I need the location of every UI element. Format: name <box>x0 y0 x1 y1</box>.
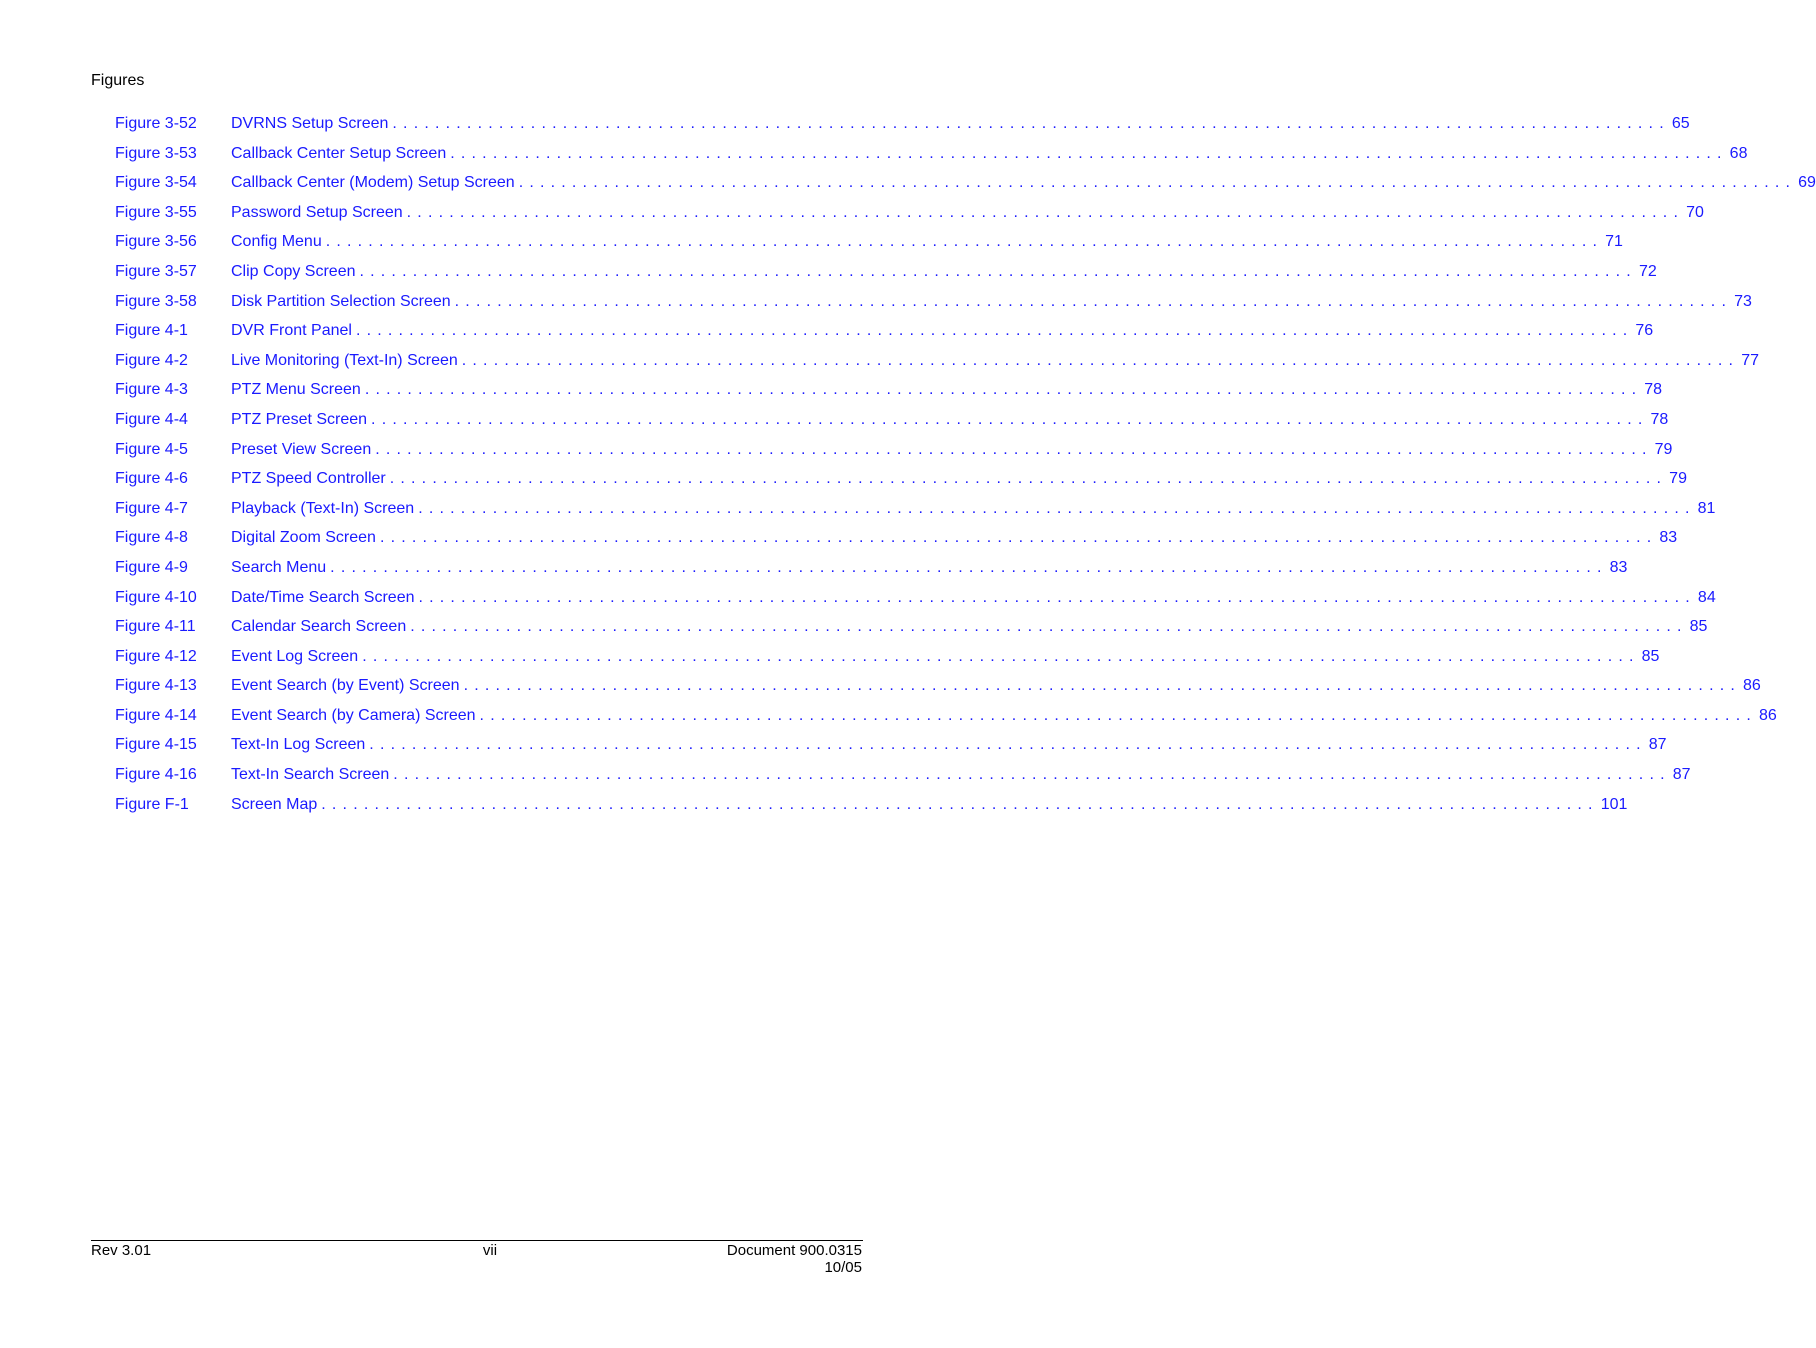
toc-entry[interactable] <box>115 647 1660 677</box>
footer-divider <box>91 1240 863 1241</box>
toc-entry[interactable] <box>115 795 1628 825</box>
toc-figure-title: Clip Copy Screen <box>231 262 356 280</box>
toc-figure-number: Figure 4-13 <box>115 677 197 695</box>
toc-page-number: 81 <box>1697 499 1716 517</box>
toc-entry[interactable] <box>115 232 1623 262</box>
toc-figure-number: Figure 4-7 <box>115 499 188 517</box>
footer-page-number: vii <box>482 1242 498 1259</box>
toc-figure-title: Screen Map <box>231 795 318 813</box>
toc-leader: ........................................................................................................................ <box>461 351 1740 369</box>
toc-entry[interactable] <box>115 588 1716 618</box>
toc-page-number: 71 <box>1605 233 1623 251</box>
toc-leader: ........................................................................................................................ <box>355 322 1634 340</box>
toc-page-number: 101 <box>1600 795 1628 813</box>
toc-page-number: 78 <box>1644 381 1663 399</box>
toc-figure-number: Figure 3-55 <box>115 203 197 221</box>
toc-leader: ........................................................................................................................ <box>463 677 1741 695</box>
toc-figure-number: Figure 4-6 <box>115 470 188 488</box>
toc-page-number: 78 <box>1650 410 1669 428</box>
toc-figure-title: Callback Center (Modem) Setup Screen <box>231 174 515 192</box>
toc-leader: ........................................................................................................................ <box>393 766 1671 784</box>
toc-figure-title: Preset View Screen <box>231 440 372 458</box>
toc-figure-title: Search Menu <box>231 558 327 576</box>
toc-figure-number: Figure 3-54 <box>115 174 197 192</box>
toc-leader: ........................................................................................................................ <box>369 736 1647 754</box>
toc-figure-number: Figure 4-12 <box>115 647 197 665</box>
toc-entry[interactable] <box>115 558 1628 588</box>
toc-entry[interactable] <box>115 114 1690 144</box>
toc-page-number: 83 <box>1609 558 1628 576</box>
toc-leader: ........................................................................................................................ <box>364 381 1643 399</box>
toc-entry[interactable] <box>115 292 1752 322</box>
toc-figure-title: Callback Center Setup Screen <box>231 144 447 162</box>
toc-leader: ........................................................................................................................ <box>406 203 1685 221</box>
toc-figure-title: Date/Time Search Screen <box>231 588 415 606</box>
toc-entry[interactable] <box>115 499 1716 529</box>
toc-page-number: 68 <box>1729 144 1748 162</box>
toc-leader: ........................................................................................................................ <box>392 115 1670 132</box>
toc-leader: ........................................................................................................................ <box>325 233 1604 251</box>
toc-leader: ........................................................................................................................ <box>362 647 1640 665</box>
toc-figure-title: Event Search (by Camera) Screen <box>231 706 476 724</box>
toc-figure-number: Figure 4-3 <box>115 381 188 399</box>
toc-entry[interactable] <box>115 203 1704 233</box>
toc-entry[interactable] <box>115 262 1657 292</box>
toc-figure-number: Figure 4-11 <box>115 618 196 636</box>
toc-figure-title: Calendar Search Screen <box>231 618 407 636</box>
toc-figure-number: Figure 4-1 <box>115 322 188 340</box>
toc-page-number: 86 <box>1758 706 1777 724</box>
footer-document-info <box>727 1242 862 1276</box>
toc-page-number: 65 <box>1671 115 1690 132</box>
toc-leader: ........................................................................................................................ <box>479 706 1757 724</box>
footer-document-id: Document 900.0315 <box>726 1242 862 1259</box>
toc-figure-title: Disk Partition Selection Screen <box>231 292 451 310</box>
toc-page-number: 85 <box>1689 618 1708 636</box>
toc-entry[interactable] <box>115 351 1759 381</box>
toc-figure-title: Config Menu <box>231 233 322 251</box>
toc-leader: ........................................................................................................................ <box>518 174 1797 192</box>
toc-figure-title: PTZ Menu Screen <box>231 381 361 399</box>
toc-page-number: 69 <box>1798 174 1816 192</box>
toc-figure-title: Text-In Log Screen <box>231 736 366 754</box>
toc-leader: ........................................................................................................................ <box>410 618 1688 636</box>
toc-entry[interactable] <box>115 410 1669 440</box>
toc-entry[interactable] <box>115 706 1777 736</box>
toc-entry[interactable] <box>115 469 1687 499</box>
toc-entry[interactable] <box>115 617 1708 647</box>
toc-figure-number: Figure 4-5 <box>115 440 188 458</box>
toc-page-number: 79 <box>1654 440 1673 458</box>
toc-figure-number: Figure 4-9 <box>115 558 188 576</box>
toc-leader: ........................................................................................................................ <box>418 499 1696 517</box>
toc-leader: ........................................................................................................................ <box>450 144 1728 162</box>
toc-figure-number: Figure 4-16 <box>115 766 197 784</box>
toc-entry[interactable] <box>115 173 1816 203</box>
footer-revision: Rev 3.01 <box>91 1242 152 1259</box>
toc-page-number: 77 <box>1741 351 1759 369</box>
toc-entry[interactable] <box>115 380 1663 410</box>
toc-page-number: 76 <box>1635 322 1654 340</box>
toc-page-number: 86 <box>1743 677 1761 695</box>
toc-figure-number: Figure 3-58 <box>115 292 197 310</box>
toc-figure-number: Figure F-1 <box>115 795 189 813</box>
toc-entry[interactable] <box>115 765 1691 795</box>
toc-figure-title: Event Log Screen <box>231 647 359 665</box>
toc-page-number: 70 <box>1686 203 1704 221</box>
toc-figure-title: Digital Zoom Screen <box>231 529 376 547</box>
toc-figure-title: Event Search (by Event) Screen <box>231 677 460 695</box>
toc-entry[interactable] <box>115 144 1748 174</box>
toc-leader: ........................................................................................................................ <box>379 529 1658 547</box>
toc-figure-title: PTZ Preset Screen <box>231 410 368 428</box>
toc-leader: ........................................................................................................................ <box>371 410 1649 428</box>
toc-figure-number: Figure 4-8 <box>115 529 188 547</box>
toc-figure-title: Password Setup Screen <box>231 203 403 221</box>
toc-page-number: 72 <box>1638 262 1657 280</box>
toc-leader: ........................................................................................................................ <box>454 292 1733 310</box>
toc-leader: ........................................................................................................................ <box>330 558 1608 576</box>
toc-figure-number: Figure 3-53 <box>115 144 197 162</box>
toc-figure-number: Figure 4-4 <box>115 410 188 428</box>
toc-page-number: 79 <box>1669 470 1687 488</box>
toc-figure-number: Figure 3-52 <box>115 115 197 132</box>
toc-leader: ........................................................................................................................ <box>389 470 1668 488</box>
toc-figure-number: Figure 3-56 <box>115 233 197 251</box>
toc-leader: ........................................................................................................................ <box>418 588 1696 606</box>
toc-figure-number: Figure 3-57 <box>115 262 197 280</box>
footer-date: 10/05 <box>824 1259 862 1276</box>
toc-figure-title: Text-In Search Screen <box>231 766 390 784</box>
toc-page-number: 73 <box>1734 292 1752 310</box>
toc-figure-title: PTZ Speed Controller <box>231 470 386 488</box>
toc-figure-title: Playback (Text-In) Screen <box>231 499 415 517</box>
toc-figure-number: Figure 4-10 <box>115 588 197 606</box>
toc-figure-number: Figure 4-14 <box>115 706 197 724</box>
toc-figure-title: DVRNS Setup Screen <box>231 115 389 132</box>
toc-entry[interactable] <box>115 321 1654 351</box>
toc-entry[interactable] <box>115 735 1667 765</box>
toc-figure-number: Figure 4-2 <box>115 351 188 369</box>
toc-leader: ........................................................................................................................ <box>321 795 1599 813</box>
toc-page-number: 85 <box>1641 647 1660 665</box>
figures-list <box>115 114 1816 824</box>
toc-page-number: 87 <box>1672 766 1691 784</box>
toc-figure-title: Live Monitoring (Text-In) Screen <box>231 351 458 369</box>
toc-leader: ........................................................................................................................ <box>375 440 1653 458</box>
toc-page-number: 83 <box>1659 529 1678 547</box>
toc-leader: ........................................................................................................................ <box>359 262 1637 280</box>
toc-entry[interactable] <box>115 676 1761 706</box>
toc-page-number: 87 <box>1648 736 1667 754</box>
toc-entry[interactable] <box>115 528 1678 558</box>
toc-page-number: 84 <box>1697 588 1716 606</box>
toc-figure-title: DVR Front Panel <box>231 322 352 340</box>
section-label: Figures <box>91 72 145 89</box>
toc-entry[interactable] <box>115 440 1673 470</box>
toc-figure-number: Figure 4-15 <box>115 736 197 754</box>
